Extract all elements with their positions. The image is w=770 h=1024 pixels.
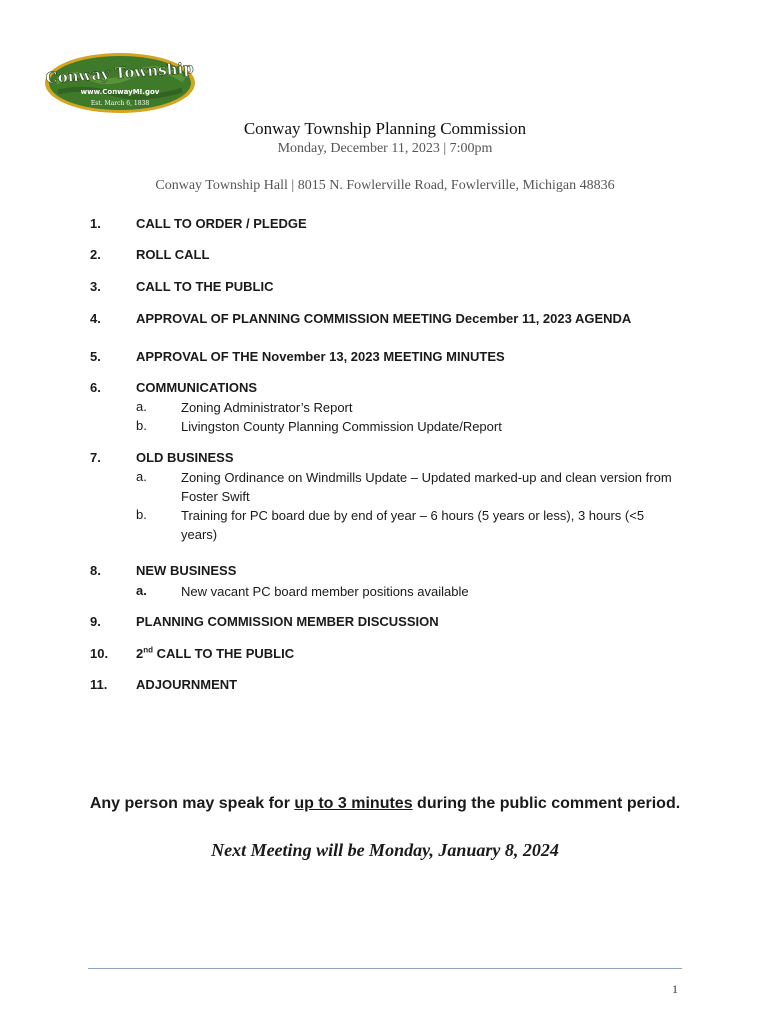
agenda-item-number: 4. [90, 311, 101, 326]
agenda-item-title-text: CALL TO THE PUBLIC [153, 646, 295, 661]
agenda-item-title: APPROVAL OF PLANNING COMMISSION MEETING December 11, 2023 AGENDA [136, 311, 632, 326]
next-meeting-notice: Next Meeting will be Monday, January 8, 2024 [211, 840, 559, 860]
ordinal-number: 2 [136, 646, 144, 661]
agenda-item-title: ADJOURNMENT [136, 677, 238, 692]
page-number: 1 [672, 982, 678, 996]
public-comment-text-before: Any person may speak for [89, 795, 295, 812]
agenda-item-number: 1. [90, 216, 101, 231]
meeting-date-time: Monday, December 11, 2023 | 7:00pm [277, 141, 493, 156]
conway-township-logo [44, 52, 196, 114]
agenda-item-number: 11. [90, 677, 108, 692]
meeting-location: Conway Township Hall | 8015 N. Fowlerville Road, Fowlerville, Michigan 48836 [155, 178, 615, 193]
agenda-item-title: COMMUNICATIONS [136, 380, 258, 395]
sub-item-letter: a. [136, 469, 147, 484]
agenda-item-number: 5. [90, 349, 101, 364]
agenda-item-title: PLANNING COMMISSION MEMBER DISCUSSION [136, 614, 439, 629]
sub-item-text: Livingston County Planning Commission Update/Report [181, 419, 502, 434]
sub-item-text: Zoning Administrator’s Report [181, 400, 353, 415]
agenda-item-number: 9. [90, 614, 101, 629]
sub-item-letter: b. [136, 418, 147, 433]
sub-item-text: New vacant PC board member positions available [181, 584, 469, 599]
page-title: Conway Township Planning Commission [243, 119, 527, 138]
agenda-item-title: NEW BUSINESS [136, 563, 237, 578]
agenda-item-title [136, 646, 294, 661]
sub-item-text: Zoning Ordinance on Windmills Update – Updated marked-up and clean version from Foster Swift [181, 470, 672, 504]
logo-established: Est. March 6, 1838 [90, 100, 150, 107]
ordinal-suffix: nd [143, 645, 154, 655]
agenda-item-number: 7. [90, 450, 101, 465]
agenda-item-number: 10. [90, 646, 109, 661]
footer-divider [88, 968, 682, 969]
sub-item-letter: a. [136, 583, 147, 598]
logo-emblem [44, 52, 196, 114]
public-comment-notice [0, 795, 770, 813]
public-comment-time-limit: up to 3 minutes [294, 795, 413, 812]
logo-url: www.ConwayMI.gov [80, 88, 160, 96]
sub-item-letter: a. [136, 399, 147, 414]
logo-name: Conway Township [45, 58, 195, 88]
agenda-item-title: CALL TO ORDER / PLEDGE [136, 216, 307, 231]
agenda-item-title: APPROVAL OF THE November 13, 2023 MEETING MINUTES [136, 349, 505, 364]
agenda-item-title: ROLL CALL [136, 247, 210, 262]
sub-item-letter: b. [136, 507, 147, 522]
agenda-item-number: 8. [90, 563, 101, 578]
agenda-item-number: 2. [90, 247, 101, 262]
agenda-item-title: CALL TO THE PUBLIC [136, 279, 274, 294]
agenda-item-number: 3. [90, 279, 101, 294]
agenda-item-title: OLD BUSINESS [136, 450, 234, 465]
agenda-item-number: 6. [90, 380, 101, 395]
public-comment-text-after: during the public comment period. [412, 795, 681, 812]
sub-item-text: Training for PC board due by end of year – 6 hours (5 years or less), 3 hours (<5 years) [181, 508, 645, 542]
